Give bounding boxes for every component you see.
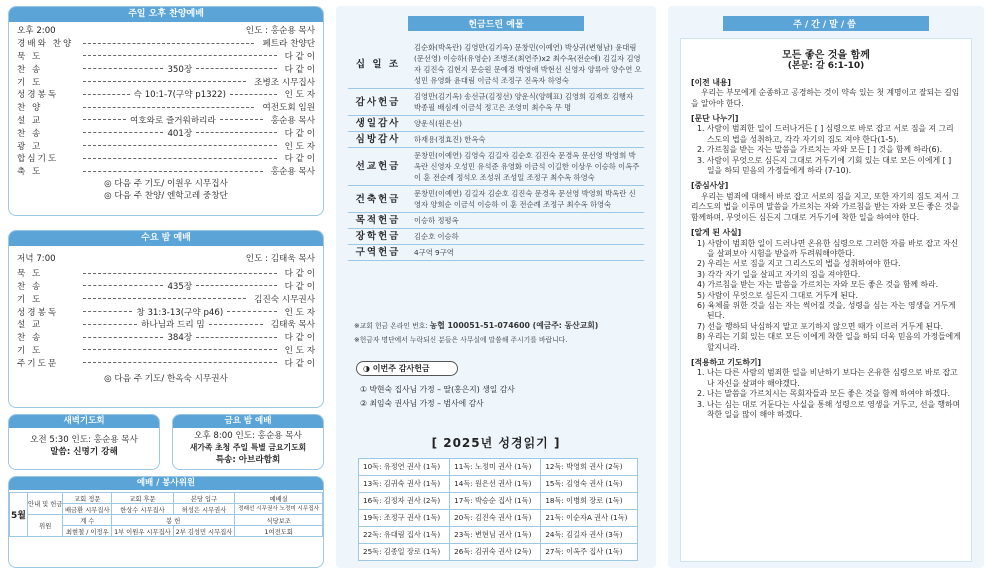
- sermon-panel: [668, 6, 984, 568]
- sermon-sheet: [680, 38, 972, 562]
- order-label: 찬 송: [17, 333, 43, 344]
- order-label: 찬 송: [17, 281, 43, 292]
- table-header: 계 수: [63, 515, 112, 526]
- bible-cell: 24독: 김길자 권사 (3독): [541, 527, 638, 544]
- offering-category: 생일감사: [348, 116, 408, 132]
- friday-night-line1: 새가족 초청 주일 특별 금요기도회: [189, 443, 307, 452]
- thanks-memo: ② 최임숙 권사님 가정 – 범사에 감사: [360, 399, 484, 408]
- volunteers-month: 5월: [10, 493, 28, 537]
- bible-reading-table: [358, 458, 638, 561]
- order-person: 다 같 이: [284, 51, 315, 62]
- leader-dots: [227, 311, 276, 312]
- sermon-header-label: 주/간/말/씀: [723, 16, 929, 31]
- table-header: 교회 정문: [63, 493, 112, 504]
- leader-dots: [83, 171, 263, 172]
- leader-dots: [83, 107, 254, 108]
- order-person: 다 같 이: [284, 281, 315, 292]
- wednesday-evening-box: [8, 230, 324, 408]
- friday-night-title: 금요 밤 예배: [173, 415, 323, 428]
- bible-cell: 23독: 변현님 권사 (1독): [450, 527, 541, 544]
- list-item: 1. 나는 다른 사람의 범죄한 일을 비난하기 보다는 온유한 심령으로 바로 잡고 나 자신을 살펴야 해야겠다.: [697, 368, 958, 388]
- offering-category: 건축헌금: [348, 186, 408, 213]
- leader-dots: [83, 119, 126, 120]
- sermon-title: 모든 좋은 것을 함께: [782, 50, 870, 61]
- offering-row: [348, 89, 644, 116]
- next-week-note: ◎ 다음 주 기도/ 이원우 시무집사: [104, 178, 228, 189]
- order-row: [9, 305, 323, 318]
- offering-names: 김영만(김기옥) 송선규(김정선) 양운식(양혜표) 김영희 김재호 김행자 박종필 배심례 이금석 정고은 조영미 최수옥 무 명: [408, 89, 644, 116]
- section-list: [691, 239, 961, 353]
- table-cell: 허성은 시무권사: [173, 504, 235, 515]
- table-cell: 2부 김성민 시무집사: [173, 526, 235, 537]
- dawn-prayer-time: 오전 5:30 인도: 홍순용 목사: [30, 435, 138, 445]
- offering-names: 양운식(원은선): [408, 116, 644, 132]
- order-label: 축 도: [17, 167, 43, 178]
- section-title: [이전 내용]: [691, 77, 731, 87]
- order-detail: 창 31:3-13(구약 p46): [136, 307, 224, 318]
- order-label: 찬 송: [17, 128, 43, 139]
- table-cell: 배금환 시무집사: [63, 504, 112, 515]
- sunday-afternoon-box: [8, 6, 324, 216]
- order-person: 홍순용 목사: [270, 167, 315, 178]
- order-person: 조병조 시무집사: [254, 77, 315, 88]
- list-item: 2) 우리는 서로 짐을 지고 그리스도의 법을 성취하여야 한다.: [697, 259, 901, 269]
- order-person: 다 같 이: [284, 128, 315, 139]
- order-label: 성경봉독: [17, 90, 59, 101]
- order-label: 광 고: [17, 141, 43, 152]
- offering-names: 문창민(이예연) 김길자 김순호 김진숙 문경옥 문선영 박영희 박옥란 신영자 양희순 이금석 이승하 이 훈 전순례 조정구 최수옥 하영숙: [408, 186, 644, 213]
- order-row: [9, 267, 323, 280]
- list-item: 3) 각각 자기 일을 살피고 자기의 짐을 져야한다.: [697, 269, 861, 279]
- bible-cell: 19독: 조정구 권사 (1독): [359, 510, 450, 527]
- offerings-panel: [336, 6, 656, 568]
- table-header: 예배실: [235, 493, 323, 504]
- order-row: [9, 75, 323, 88]
- leader-dots: [83, 158, 277, 159]
- offering-names: 김순화(박옥란) 김영만(김기옥) 문창민(이예연) 박상귀(변형남) 윤대림(문선영) 이승하(유영순) 조병조(최연주)x2 최수옥(전순애) 김길자 김영자 김진숙 김현지 문승원 문예경 박영애 박현선 신영자 양류아 양수연 오성민 유영화 윤대림 이금석 조정구 진옥자 하영숙: [408, 40, 644, 89]
- greeters-label: 안내 및 헌금: [28, 493, 63, 515]
- section-list: [691, 368, 961, 420]
- friday-night-time: 오후 8:00 인도: 홍순용 목사: [194, 431, 302, 441]
- service-time: 오후 2:00: [17, 26, 56, 37]
- dawn-prayer-box: [8, 414, 160, 470]
- leader-dots: [83, 43, 254, 44]
- offering-category: 목적헌금: [348, 213, 408, 229]
- leader-dots: [83, 362, 277, 363]
- order-label: 묵 도: [17, 51, 43, 62]
- dawn-prayer-text: 말씀: 신명기 강해: [50, 447, 118, 457]
- offering-category: 심방감사: [348, 132, 408, 148]
- omission-note: ※헌금자 명단에서 누락되신 분들은 사무실에 말씀해 주시기를 바랍니다.: [354, 336, 568, 344]
- order-row: [9, 318, 323, 331]
- worship-order-panel: [8, 6, 324, 568]
- order-label: 묵 도: [17, 269, 43, 280]
- order-row: [9, 139, 323, 152]
- volunteers-box: [8, 476, 324, 568]
- order-row: [9, 62, 323, 75]
- offering-row: [348, 213, 644, 229]
- sunday-afternoon-title: 주일 오후 찬양예배: [9, 7, 323, 22]
- service-time: 저녁 7:00: [17, 254, 56, 265]
- list-item: 1) 사람이 범죄한 일이 드러나면 온유한 심령으로 그러한 자를 바로 잡고 자신을 살펴보아 시험을 받을까 두려워해야한다.: [697, 238, 959, 258]
- bible-cell: 11독: 노정미 권사 (1독): [450, 459, 541, 476]
- list-item: 1. 사람이 범죄한 일이 드러나거든 [ ] 심령으로 바로 잡고 서로 짐을 져 그리스도의 법을 성취하고, 각각 자기의 짐도 져야 한다(1-5).: [697, 124, 954, 144]
- order-detail: 384장: [167, 333, 193, 344]
- leader-dots: [83, 94, 130, 95]
- order-detail: 435장: [167, 281, 193, 292]
- leader-dots: [83, 55, 277, 56]
- offering-row: [348, 229, 644, 245]
- counters-label: 위원: [28, 515, 63, 537]
- order-person: 페트라 찬양단: [262, 39, 315, 50]
- bible-row: [359, 544, 638, 561]
- order-label: 찬 양: [17, 103, 43, 114]
- leader-dots: [83, 81, 246, 82]
- list-item: 2. 가르침을 받는 자는 말씀을 가르치는 자와 모든 [ ] 것을 함께 하라(6).: [697, 145, 943, 155]
- sunday-afternoon-order: [9, 37, 323, 178]
- leader-dots: [196, 132, 276, 133]
- next-week-note: ◎ 다음 주 기도/ 한옥숙 시무권사: [104, 374, 228, 385]
- offerings-header: [336, 16, 656, 31]
- bible-row: [359, 527, 638, 544]
- bible-cell: 20독: 김진숙 권사 (1독): [450, 510, 541, 527]
- section-list: [691, 124, 961, 176]
- offering-names: 문창민(이예연) 김영숙 김길자 김순호 김진숙 문경옥 문선영 박영희 박옥란 신영자 오성민 유석준 유영화 이금석 이길한 이상우 이승하 이옥주 이 훈 전순례 정석오 조성위 조성일 조정구 최수옥 하영숙: [408, 148, 644, 186]
- section-title: [중심사상]: [691, 181, 729, 191]
- table-header: 본당 입구: [173, 493, 235, 504]
- friday-night-line2: 특송: 아브라함회: [215, 455, 281, 465]
- order-row: [9, 101, 323, 114]
- order-detail: 401장: [167, 128, 193, 139]
- table-cell: 한상수 시무집사: [112, 504, 174, 515]
- bible-cell: 13독: 김귀숙 권사 (1독): [359, 476, 450, 493]
- order-person: 인 도 자: [284, 90, 315, 101]
- order-label: 찬 송: [17, 64, 43, 75]
- table-header: 봉 헌: [112, 515, 235, 526]
- offering-category: 선교헌금: [348, 148, 408, 186]
- table-cell: 정래선 시무권사 노정미 시무집사: [235, 504, 323, 515]
- bible-cell: 25독: 김종일 장로 (1독): [359, 544, 450, 561]
- service-info-row: [9, 252, 323, 265]
- order-label: 설 교: [17, 115, 43, 126]
- leader-dots: [196, 337, 276, 338]
- bible-cell: 21독: 이순자A 권사 (1독): [541, 510, 638, 527]
- list-item: 7) 선을 행하되 낙심하지 말고 포기하지 않으면 때가 이르러 거두게 된다.: [697, 321, 944, 331]
- offering-category: 장학헌금: [348, 229, 408, 245]
- bible-cell: 16독: 김정자 권사 (2독): [359, 493, 450, 510]
- order-detail: 슥 10:1-7(구약 p1322): [133, 90, 226, 101]
- order-person: 다 같 이: [284, 154, 315, 165]
- bible-row: [359, 459, 638, 476]
- order-person: 인 도 자: [284, 345, 315, 356]
- order-label: 기 도: [17, 77, 43, 88]
- leader-dots: [83, 285, 163, 286]
- account-note: [354, 320, 598, 331]
- leader-dots: [196, 68, 276, 69]
- offering-names: 4구역 9구역: [408, 245, 644, 261]
- table-header: 식당보조: [235, 515, 323, 526]
- leader-dots: [196, 285, 276, 286]
- leader-dots: [83, 273, 277, 274]
- bible-cell: 27독: 이옥주 집사 (1독): [541, 544, 638, 561]
- list-item: 4) 가르침을 받는 자는 말씀을 가르치는 자와 모든 좋은 것을 함께 하라.: [697, 280, 939, 290]
- leader-dots: [83, 298, 246, 299]
- order-person: 다 같 이: [284, 358, 315, 369]
- bible-cell: 15독: 김영숙 권사 (1독): [541, 476, 638, 493]
- offerings-title: 헌금드린 예물: [408, 16, 583, 31]
- thanks-memo: ① 박현숙 집사님 가정 – 딸(홍은지) 생일 감사: [360, 385, 515, 394]
- order-row: [9, 356, 323, 369]
- offering-names: 이승하 정평옥: [408, 213, 644, 229]
- leader-dots: [83, 145, 277, 146]
- offering-row: [348, 40, 644, 89]
- table-header: 교회 후문: [112, 493, 174, 504]
- leader-dots: [209, 324, 263, 325]
- order-person: 인 도 자: [284, 307, 315, 318]
- list-item: 2. 나는 말씀을 가르치시는 목회자들과 모든 좋은 것을 함께 하여야 하겠다.: [697, 389, 951, 399]
- bible-cell: 22독: 유대림 집사 (1독): [359, 527, 450, 544]
- order-label: 설 교: [17, 320, 43, 331]
- order-row: [9, 114, 323, 127]
- order-person: 여전도회 임원: [262, 103, 315, 114]
- bible-cell: 17독: 박승순 집사 (1독): [450, 493, 541, 510]
- offering-row: [348, 132, 644, 148]
- section-body: 우리는 범죄에 대해서 바로 잡고 서로의 짐을 지고, 또한 자기의 짐도 져서 그리스도의 법을 이루며 말씀을 가르치는 자와 가르침을 받는 자와 모든 좋은 것을 함께하며, 무엇이든 심든지 그대로 거두기에 착한 일을 하여야 한다.: [691, 191, 960, 222]
- offering-category: 십 일 조: [348, 40, 408, 89]
- order-row: [9, 292, 323, 305]
- order-row: [9, 165, 323, 178]
- friday-night-box: [172, 414, 324, 470]
- service-leader: 인도 : 김태욱 목사: [245, 254, 315, 265]
- thanks-offering-label: ◑ 이번주 감사헌금: [356, 361, 458, 376]
- leader-dots: [220, 119, 263, 120]
- offering-row: [348, 148, 644, 186]
- order-row: [9, 331, 323, 344]
- section-title: [알게 된 사실]: [691, 228, 742, 238]
- leader-dots: [83, 324, 137, 325]
- section-title: [문단 나누기]: [691, 114, 739, 124]
- offerings-table: [348, 40, 644, 261]
- account-note-label: ※교회 헌금 온라인 번호:: [354, 322, 428, 330]
- order-person: 김진숙 시무권사: [254, 294, 315, 305]
- bible-cell: 18독: 이병희 장로 (1독): [541, 493, 638, 510]
- table-cell: 1여전도회: [235, 526, 323, 537]
- order-row: [9, 88, 323, 101]
- order-label: 기 도: [17, 345, 43, 356]
- bible-row: [359, 510, 638, 527]
- table-cell: 최현철 / 이정우: [63, 526, 112, 537]
- leader-dots: [83, 132, 163, 133]
- list-item: 8) 우리는 기회 있는 대로 모든 이에게 착한 일을 하되 더욱 믿음의 가정들에게 할지니라.: [697, 332, 961, 352]
- service-leader: 인도 : 홍순용 목사: [245, 26, 315, 37]
- order-row: [9, 344, 323, 357]
- bible-cell: 26독: 김귀숙 권사 (2독): [450, 544, 541, 561]
- list-item: 5) 사람이 무엇으로 심든지 그대로 거두게 된다.: [697, 290, 858, 300]
- order-person: 인 도 자: [284, 141, 315, 152]
- leader-dots: [230, 94, 277, 95]
- bible-cell: 14독: 원은선 권사 (1독): [450, 476, 541, 493]
- offering-row: [348, 245, 644, 261]
- order-row: [9, 50, 323, 63]
- bible-reading-title: [ 2025년 성경읽기 ]: [431, 436, 561, 450]
- order-row: [9, 280, 323, 293]
- leader-dots: [83, 68, 163, 69]
- order-row: [9, 37, 323, 50]
- offering-category: 감사헌금: [348, 89, 408, 116]
- section-body: 우리는 부모에게 순종하고 공경하는 것이 약속 있는 첫 계명이고 잘되는 길임을 알아야 한다.: [691, 88, 960, 108]
- order-label: 성경봉독: [17, 307, 59, 318]
- order-person: 다 같 이: [284, 333, 315, 344]
- order-person: 다 같 이: [284, 64, 315, 75]
- bible-cell: 10독: 유정연 권사 (1독): [359, 459, 450, 476]
- order-detail: 여호와로 즐거워하리라: [130, 115, 216, 126]
- wednesday-evening-title: 수요 밤 예배: [9, 231, 323, 246]
- order-row: [9, 126, 323, 139]
- volunteers-table: [9, 492, 323, 537]
- order-person: 김태욱 목사: [270, 320, 316, 331]
- bible-row: [359, 493, 638, 510]
- leader-dots: [83, 349, 277, 350]
- section-title: [적용하고 기도하기]: [691, 357, 762, 367]
- sermon-text: (본문: 갈 6:1-10): [787, 61, 865, 72]
- order-label: 주기도문: [17, 358, 59, 369]
- leader-dots: [83, 311, 132, 312]
- order-person: 다 같 이: [284, 269, 315, 280]
- order-label: 합심기도: [17, 154, 59, 165]
- offering-names: 하재용(정효진) 한옥숙: [408, 132, 644, 148]
- offering-row: [348, 116, 644, 132]
- offering-names: 김순호 이승하: [408, 229, 644, 245]
- volunteers-title: 예배 / 봉사위원: [9, 477, 323, 490]
- leader-dots: [83, 337, 163, 338]
- sermon-header: [668, 16, 984, 31]
- order-label: 경배와 찬양: [17, 39, 74, 50]
- account-number: 농협 100051-51-074600 (예금주: 동산교회): [429, 321, 599, 330]
- bible-row: [359, 476, 638, 493]
- order-detail: 하나님과 드리 밈: [141, 320, 205, 331]
- table-cell: 1부 이원우 시무집사: [112, 526, 174, 537]
- next-week-note: ◎ 다음 주 찬양/ 엔학고레 중창단: [104, 190, 228, 201]
- order-label: 기 도: [17, 294, 43, 305]
- offering-category: 구역헌금: [348, 245, 408, 261]
- bible-cell: 12독: 박영희 권사 (2독): [541, 459, 638, 476]
- list-item: 3. 사람이 무엇으로 심든지 그대로 거두기에 기회 있는 대로 모든 이에게 [ ] 일을 하되 믿음의 가정들에게 하라 (7-10).: [697, 155, 952, 176]
- list-item: 6) 육체를 위한 것을 심는 자는 썩어질 것을, 성령을 심는 자는 영생을 거두게 된다.: [697, 300, 956, 321]
- dawn-prayer-title: 새벽기도회: [9, 415, 159, 428]
- order-detail: 350장: [167, 64, 193, 75]
- list-item: 3. 나는 심는 대로 거둔다는 사실을 통해 성령으로 영생을 거두고, 선을 행하며 착한 일을 많이 해야 하겠다.: [697, 399, 961, 419]
- order-person: 홍순용 목사: [270, 115, 315, 126]
- service-info-row: [9, 24, 323, 37]
- order-row: [9, 152, 323, 165]
- offering-row: [348, 186, 644, 213]
- wednesday-evening-order: [9, 267, 323, 369]
